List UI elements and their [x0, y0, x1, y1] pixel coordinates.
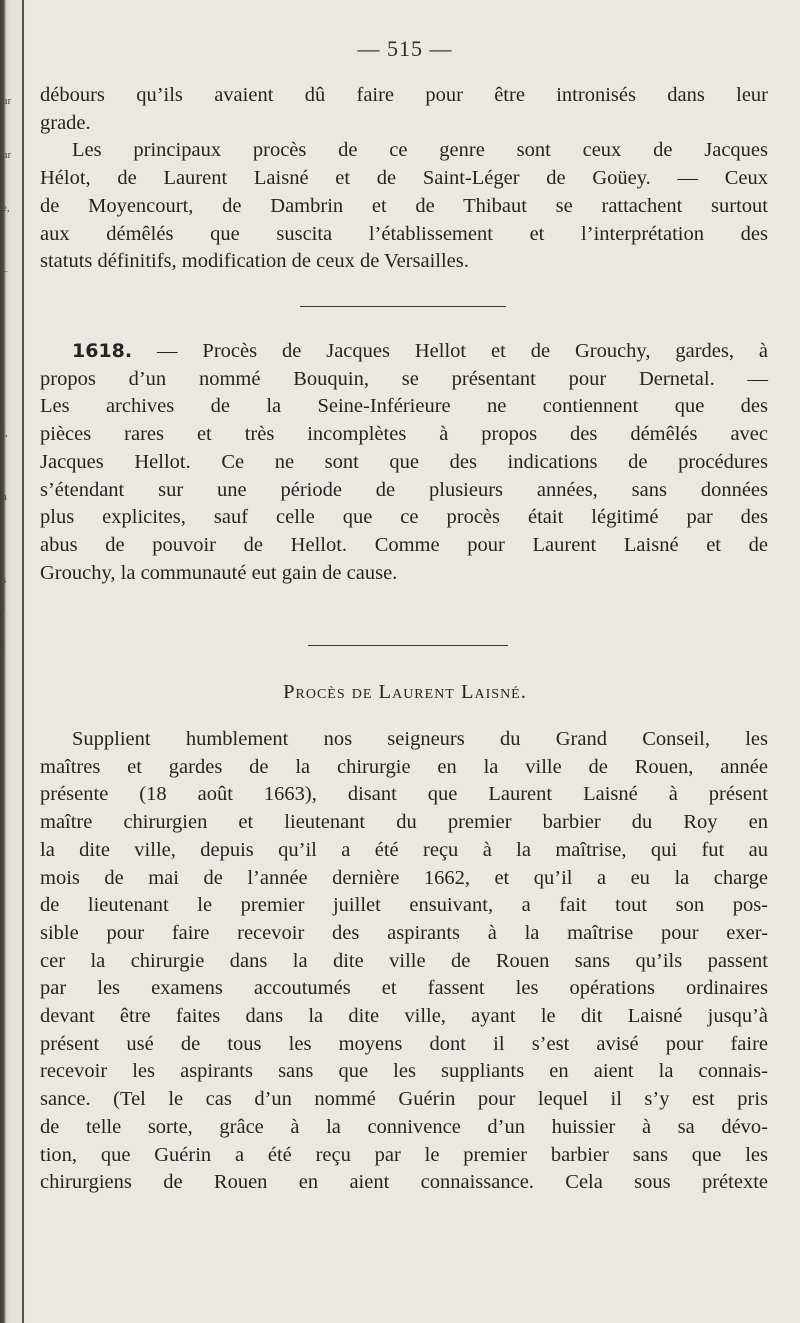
- text-line: présente (18 août 1663), disant que Laurent Laisné à présent: [40, 783, 768, 806]
- margin-fragment: i,: [2, 427, 8, 439]
- text-line: Les archives de la Seine-Inférieure ne contiennent que des: [40, 395, 768, 418]
- text-line: cer la chirurgie dans la dite ville de Rouen sans qu’ils passent: [40, 949, 768, 972]
- text-line: sible pour faire recevoir des aspirants à la maîtrise pour exer-: [40, 921, 768, 944]
- text-line: [40, 338, 768, 366]
- text-line: maître chirurgien et lieutenant du premier barbier du Roy en: [40, 811, 768, 834]
- text-line: de Moyencourt, de Dambrin et de Thibaut se rattachent surtout: [40, 194, 768, 217]
- facing-page-fragments: [0, 0, 22, 1323]
- text-line: statuts définitifs, modification de ceux de Versailles.: [40, 250, 469, 273]
- text-line: recevoir les aspirants sans que les suppliants en aient la connais-: [40, 1060, 768, 1083]
- text-line: s’étendant sur une période de plusieurs années, sans données: [40, 478, 768, 501]
- margin-fragment: ur: [2, 95, 12, 107]
- margin-fragment: s: [2, 574, 7, 586]
- text-line: abus de pouvoir de Hellot. Comme pour Laurent Laisné et de: [40, 533, 768, 556]
- text-line: de lieutenant le premier juillet ensuivant, a fait tout son pos-: [40, 894, 768, 917]
- margin-fragment: t: [2, 600, 6, 612]
- text-line: Supplient humblement nos seigneurs du Grand Conseil, les: [72, 728, 768, 750]
- margin-fragment: .: [2, 547, 5, 559]
- paragraph-intro: [40, 82, 768, 276]
- binding-shadow-line: [22, 0, 24, 1323]
- margin-fragment: a: [2, 491, 7, 503]
- text-line: par les examens accoutumés et fassent les opérations ordinaires: [40, 977, 768, 1000]
- text-line: pièces rares et très incomplètes à propos des démêlés avec: [40, 423, 768, 446]
- text-line: plus explicites, sauf celle que ce procès était légitimé par des: [40, 506, 768, 529]
- page-number: — 515 —: [357, 36, 453, 61]
- text-line: la dite ville, depuis qu’il a été reçu à la maîtrise, qui fut au: [40, 838, 768, 861]
- paragraph-1618: [40, 338, 768, 587]
- text-line: débours qu’ils avaient dû faire pour être intronisés dans leur: [40, 84, 768, 106]
- text-line: Jacques Hellot. Ce ne sont que des indications de procédures: [40, 450, 768, 473]
- margin-fragment: j: [2, 639, 6, 651]
- text-line: maîtres et gardes de la chirurgie en la ville de Rouen, année: [40, 755, 768, 778]
- text-line: aux démêlés que suscita l’établissement et l’interprétation des: [40, 222, 768, 245]
- text-line: présent usé de tous les moyens dont il s’est avisé pour faire: [40, 1032, 768, 1055]
- text-line: devant être faites dans la dite ville, ayant le dit Laisné jusqu’à: [40, 1005, 768, 1028]
- text-line: grade.: [40, 111, 91, 134]
- margin-fragment: ur: [2, 149, 12, 161]
- year-label: 1618.: [72, 340, 133, 362]
- margin-fragment: e,: [2, 202, 10, 214]
- paragraph-laisne-petition: [40, 726, 768, 1197]
- text-line: propos d’un nommé Bouquin, se présentant pour Dernetal. —: [40, 367, 768, 390]
- text-line: mois de mai de l’année dernière 1662, et qu’il a eu la charge: [40, 866, 768, 889]
- margin-fragment: _: [2, 261, 8, 273]
- text-line: sance. (Tel le cas d’un nommé Guérin pour lequel il s’y est pris: [40, 1088, 768, 1111]
- text-fragment: — Procès de Jacques Hellot et de Grouchy, gardes, à: [157, 340, 769, 362]
- section-heading: Procès de Laurent Laisné.: [283, 681, 527, 703]
- text-line: tion, que Guérin a été reçu par le premier barbier sans que les: [40, 1143, 768, 1166]
- text-line: chirurgiens de Rouen en aient connaissance. Cela sous prétexte: [40, 1171, 768, 1194]
- text-line: Grouchy, la communauté eut gain de cause.: [40, 561, 398, 584]
- section-divider: [308, 645, 508, 646]
- text-line: de telle sorte, grâce à la connivence d’un huissier à sa dévo-: [40, 1115, 768, 1138]
- text-line: Hélot, de Laurent Laisné et de Saint-Léger de Goüey. — Ceux: [40, 167, 768, 190]
- text-line: Les principaux procès de ce genre sont ceux de Jacques: [72, 139, 768, 162]
- section-divider: [300, 306, 506, 307]
